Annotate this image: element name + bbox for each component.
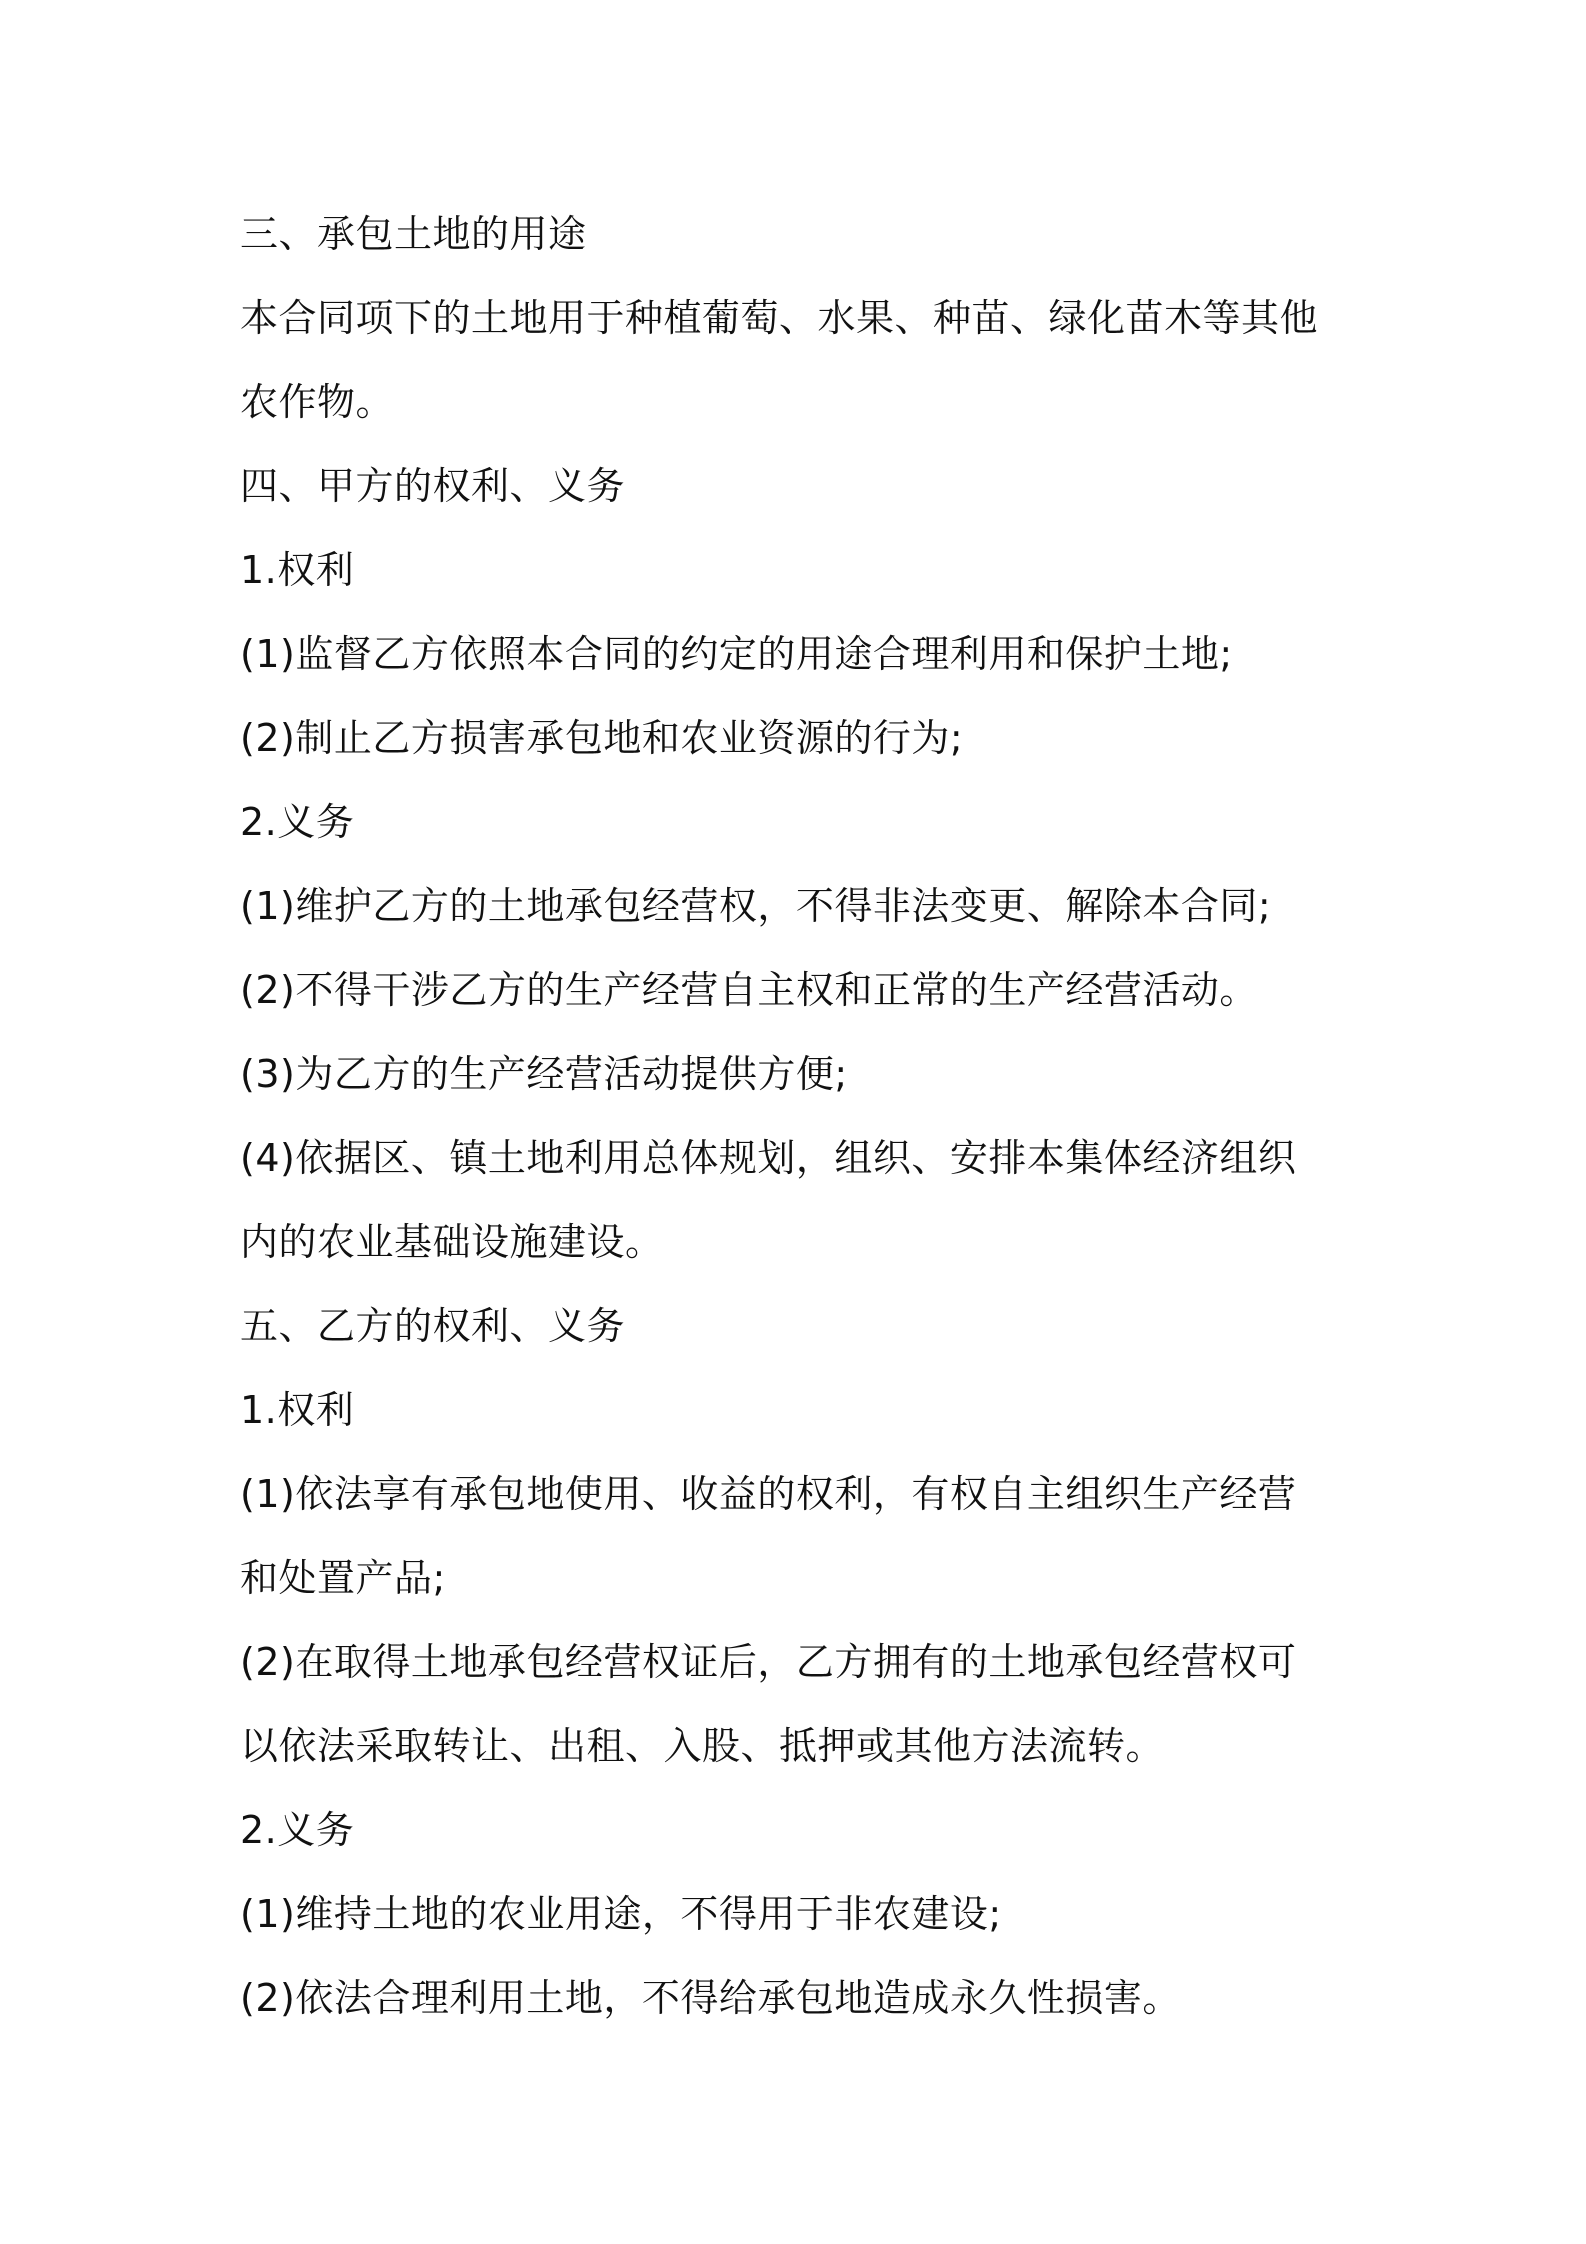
clause-party-a-duty-2: (2)不得干涉乙方的生产经营自主权和正常的生产经营活动。 — [240, 968, 1258, 1012]
subheading-party-a-duties: 2.义务 — [240, 800, 355, 844]
subheading-party-b-duties: 2.义务 — [240, 1808, 355, 1852]
clause-party-a-right-1: (1)监督乙方依照本合同的约定的用途合理利用和保护土地; — [240, 632, 1233, 676]
paragraph-land-use-cont: 农作物。 — [240, 380, 395, 424]
clause-party-b-right-2: (2)在取得土地承包经营权证后，乙方拥有的土地承包经营权可 — [240, 1640, 1297, 1684]
clause-party-a-right-2: (2)制止乙方损害承包地和农业资源的行为; — [240, 716, 964, 760]
clause-party-b-right-1-cont: 和处置产品; — [240, 1556, 446, 1600]
subheading-party-a-rights: 1.权利 — [240, 548, 355, 592]
section-heading-party-b: 五、乙方的权利、义务 — [240, 1304, 626, 1348]
clause-party-a-duty-3: (3)为乙方的生产经营活动提供方便; — [240, 1052, 848, 1096]
subheading-party-b-rights: 1.权利 — [240, 1388, 355, 1432]
clause-party-b-duty-2: (2)依法合理利用土地，不得给承包地造成永久性损害。 — [240, 1976, 1181, 2020]
contract-text — [240, 192, 1370, 2040]
section-heading-party-a: 四、甲方的权利、义务 — [240, 464, 626, 508]
section-heading-land-use: 三、承包土地的用途 — [240, 212, 587, 256]
paragraph-land-use: 本合同项下的土地用于种植葡萄、水果、种苗、绿化苗木等其他 — [240, 296, 1319, 340]
clause-party-b-right-1: (1)依法享有承包地使用、收益的权利，有权自主组织生产经营 — [240, 1472, 1297, 1516]
clause-party-a-duty-1: (1)维护乙方的土地承包经营权，不得非法变更、解除本合同; — [240, 884, 1272, 928]
clause-party-a-duty-4-cont: 内的农业基础设施建设。 — [240, 1220, 664, 1264]
clause-party-a-duty-4: (4)依据区、镇土地利用总体规划，组织、安排本集体经济组织 — [240, 1136, 1297, 1180]
clause-party-b-right-2-cont: 以依法采取转让、出租、入股、抵押或其他方法流转。 — [240, 1724, 1165, 1768]
clause-party-b-duty-1: (1)维持土地的农业用途，不得用于非农建设; — [240, 1892, 1002, 1936]
